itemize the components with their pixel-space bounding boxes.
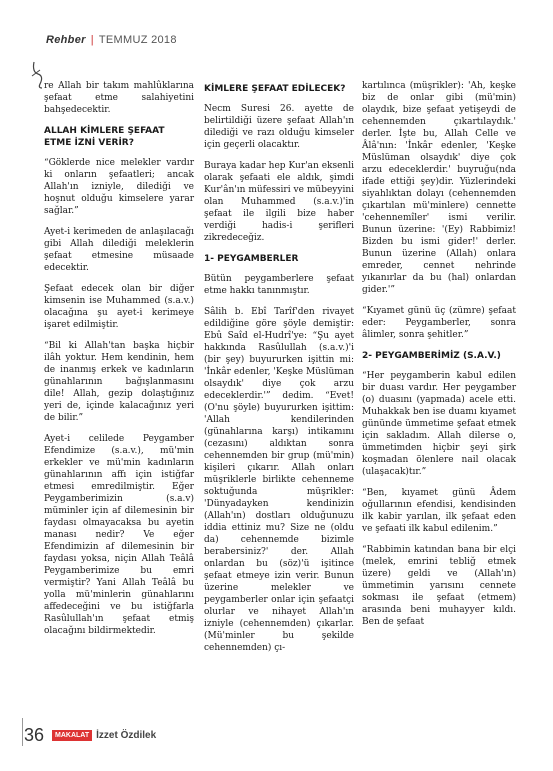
- page-header: [46, 34, 177, 46]
- paragraph: re Allah bir takım mahlûklarına şefaat etme salahiyetini bahşedecektir.: [44, 81, 194, 115]
- magazine-brand: Rehber: [46, 34, 86, 46]
- quote-paragraph: “Ben, kıyamet günü Âdem oğullarının efendisi, kendisinden ilk kabir yarılan, ilk şefaat eden ve şefaati ilk kabul edilenim.”: [362, 488, 516, 534]
- section-heading: ALLAH KİMLERE ŞEFAAT ETME İZNİ VERİR?: [44, 126, 165, 148]
- quote-paragraph: “Rabbimin katından bana bir elçi (melek, emrini tebliğ etmek üzere) geldi ve (Allah'ın) ümmetimin yarısını cennete sokması ile şefaat (etmem) arasında beni muhayyer kıldı. Ben de şefaat: [362, 545, 516, 627]
- section-heading: KİMLERE ŞEFAAT EDİLECEK?: [204, 84, 346, 94]
- column-1: [44, 80, 194, 646]
- paragraph: Ayet-i celilede Peygamber Efendimize (s.a.v.), mü'min erkekler ve mü'min kadınların günahlarının affı için istiğfar etmesi emredilmiştir. Eğer Peygamberimizin (s.a.v) müminler için af dilemesinin bir faydası olmayacaksa bu ayetin manası nedir? Ve eğer Efendimizin af dilemesinin bir faydası yoksa, niçin Allah Teâlâ Peygamberimize bu emri vermiştir? Yani Allah Teâlâ bu yolla mü'minlerin günahlarını affedeceğini ve bu istiğfarla Rasûlullah'ın şefaat etmiş olacağını bildirmektedir.: [44, 434, 194, 636]
- page-footer: [24, 725, 156, 746]
- section-tag: MAKALAT: [52, 730, 92, 741]
- paragraph: Ayet-i kerimeden de anlaşılacağı gibi Allah dilediği meleklerin şefaat etmesine müsaade edecektir.: [44, 227, 194, 273]
- author-name: İzzet Özdilek: [96, 730, 157, 741]
- column-3: [362, 80, 516, 637]
- quote-paragraph: “Kıyamet günü üç (zümre) şefaat eder: Peygamberler, sonra âlimler, sonra şehitler.”: [362, 306, 516, 340]
- page-number: 36: [24, 725, 45, 745]
- paragraph: Sâlih b. Ebî Tarîf'den rivayet edildiğine göre şöyle demiştir: Ebû Saîd el-Hudrî'ye: “Şu ayet hakkında Rasûlullah (s.a.v.)'i (bir şey) buyururken işittin mi: 'İnkâr edenler, 'Keşke Müslüman olsaydık' diye çok arzu edeceklerdir.'” dedim. “Evet! (O'nu şöyle) buyururken işittim: 'Allah kendilerinden (günahlarına karşı) intikamını (cezasını) aldıktan sonra cehennemden bir grup (mü'min) kişileri çıkarır. Allah onları müşriklerle birlikte cehenneme soktuğunda müşrikler: 'Dünyadayken kendinizin (Allah'ın) dostları olduğunuzu iddia ettiniz mu? Size ne (oldu da) cehennemde bizimle berabersiniz?' der. Allah onlardan bu (söz)'ü işitince şefaat etmeye izin verir. Bunun üzerine melekler ve peygamberler onlar için şefaatçi olurlar ve nihayet Allah'ın izniyle (cehennemden) çıkarlar. (Mü'minler bu şekilde cehennemden) çı-: [204, 307, 354, 653]
- header-separator: |: [90, 34, 94, 46]
- paragraph: Buraya kadar hep Kur'an eksenli olarak şefaati ele aldık, şimdi Kur'ân'ın müfessiri ve mübeyyini olan Muhammed (s.a.v.)'in şefaat ile ilgili bize haber verdiği hadis-i şerifleri zikredeceğiz.: [204, 161, 354, 243]
- quote-paragraph: “Her peygamberin kabul edilen bir duası vardır. Her peygamber (o) duasını (yapmada) acele etti. Muhakkak ben ise duamı kıyamet gününde ümmetime şefaat etmek için sakladım. Allah dilerse o, ümmetimden hiçbir şeyi şirk koşmadan ölenlere nail olacak (ulaşacak)tır.”: [362, 371, 516, 477]
- paragraph: Şefaat edecek olan bir diğer kimsenin ise Muhammed (s.a.v.) olacağına şu ayet-i kerimeye işaret edilmiştir.: [44, 284, 194, 330]
- issue-date: TEMMUZ 2018: [98, 34, 177, 46]
- paragraph: Bütün peygamberlere şefaat etme hakkı tanınmıştır.: [204, 274, 354, 296]
- paragraph: kartılınca (müşrikler): 'Ah, keşke biz de onlar gibi (mü'min) olaydık, bize şefaat yetişeydi de cehennemden çıkartılaydık.' derler. İşte bu, Allah Celle ve Âlâ'nın: 'İnkâr edenler, 'Keşke Müslüman olsaydık' diye çok arzu edeceklerdir.' buyruğu(nda ifade ettiği şey)dir. Yüzlerindeki siyahlıktan dolayı (cehennemden çıkartılan mü'minlere) cennette 'cehennemîler' ismi verilir. Bunun üzerine: '(Ey) Rabbimiz! Bizden bu ismi gider!' derler. Bunun üzerine (Allah) onlara emreder, cennet nehrinde yıkanırlar da bu (hal) onlardan gider.'”: [362, 81, 516, 295]
- section-heading: 2- PEYGAMBERİMİZ (S.A.V.): [362, 351, 501, 361]
- section-heading: 1- PEYGAMBERLER: [204, 254, 299, 264]
- column-2: [204, 80, 354, 663]
- quote-paragraph: “Bil ki Allah'tan başka hiçbir ilâh yoktur. Hem kendinin, hem de inanmış erkek ve kadınların günahlarının bağışlanmasını dile! Allah, gezip dolaştığınız yeri de, içinde kalacağınız yeri de bilir.”: [44, 341, 194, 423]
- quote-paragraph: “Göklerde nice melekler vardır ki onların şefaatleri; ancak Allah'ın izniyle, dilediği ve hoşnut olduğu kimselere yarar sağlar.”: [44, 158, 194, 216]
- paragraph: Necm Suresi 26. ayette de belirtildiği üzere şefaat Allah'ın dilediği ve razı olduğu kimseler için geçerli olacaktır.: [204, 104, 354, 150]
- footer-divider: [22, 718, 23, 746]
